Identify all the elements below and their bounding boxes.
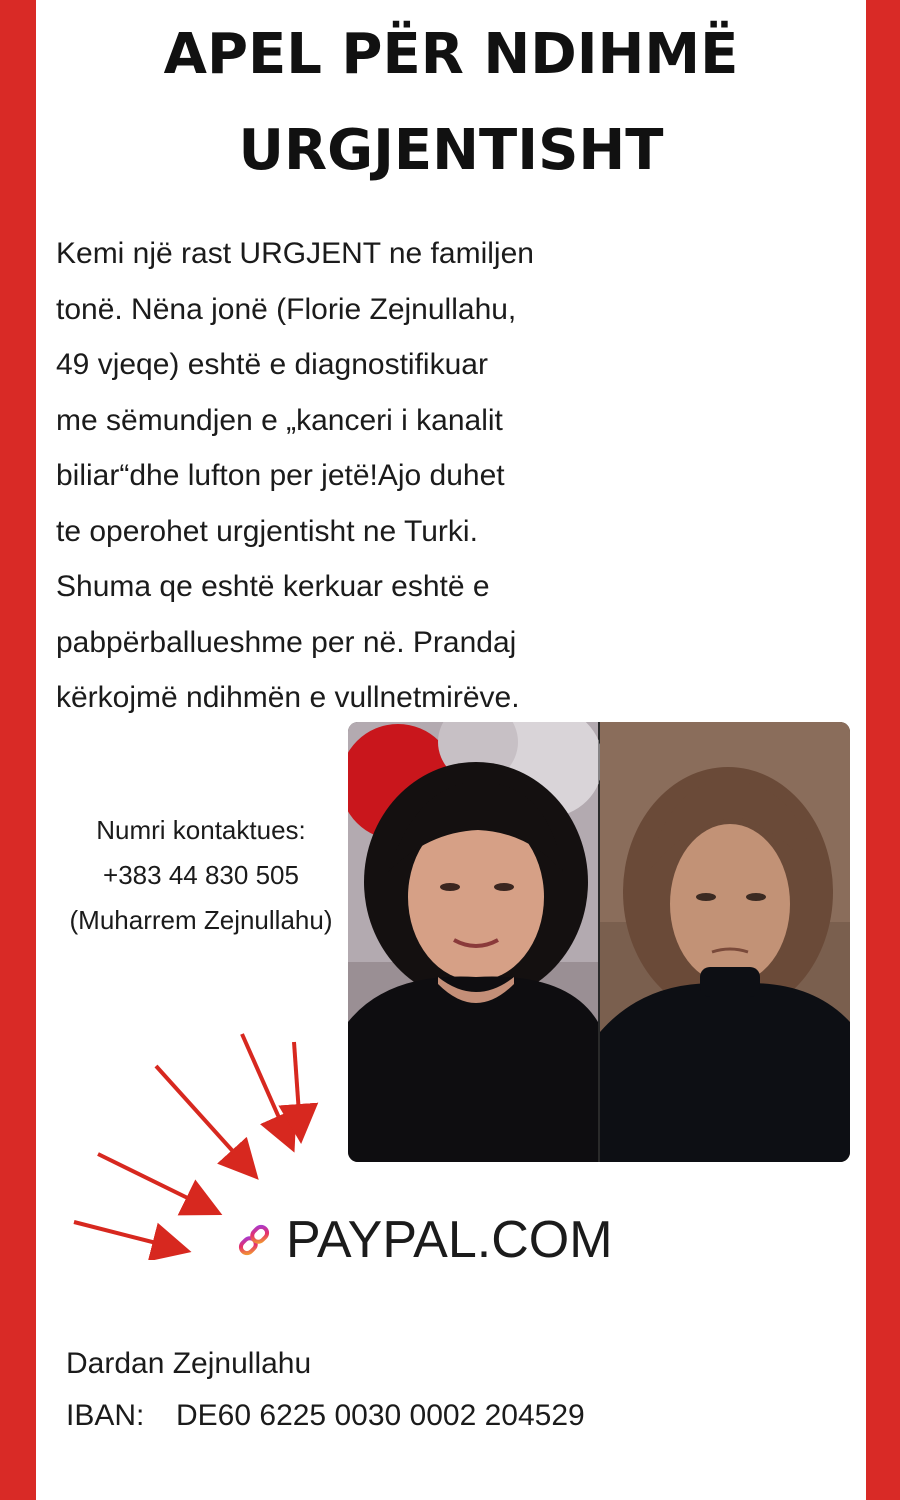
woman-after-portrait <box>600 722 850 1162</box>
body-line: te operohet urgjentisht ne Turki. <box>56 514 478 548</box>
body-line: kërkojmë ndihmën e vullnetmirëve. <box>56 681 520 714</box>
paypal-link[interactable] <box>236 1208 613 1272</box>
arrow-icon <box>156 1066 248 1168</box>
iban-value: DE60 6225 0030 0002 204529 <box>176 1399 585 1432</box>
woman-before-portrait <box>348 722 603 1162</box>
body-line: me sëmundjen e „kanceri i kanalit <box>56 403 503 437</box>
link-icon <box>236 1222 272 1258</box>
contact-name: (Muharrem Zejnullahu) <box>69 905 333 935</box>
account-holder-name: Dardan Zejnullahu <box>66 1347 312 1380</box>
iban-row <box>66 1390 585 1442</box>
arrow-icon <box>74 1222 176 1248</box>
payment-details <box>66 1338 585 1442</box>
body-line: 49 vjeqe) eshtë e diagnostifikuar <box>56 348 488 381</box>
arrow-icon <box>98 1154 208 1208</box>
contact-block <box>46 808 356 943</box>
body-line: biliar“dhe lufton per jetë!Ajo duhet <box>56 459 505 492</box>
contact-label: Numri kontaktues: <box>96 815 306 845</box>
body-line: Shuma qe eshtë kerkuar eshtë e <box>56 570 490 603</box>
photo-collage <box>348 722 850 1162</box>
title-line-2: URGJENTISHT <box>238 118 664 183</box>
body-line: tonë. Nëna jonë (Florie Zejnullahu, <box>56 292 517 326</box>
title-line-1: APEL PËR NDIHMË <box>163 22 739 87</box>
body-line: Kemi një rast URGJENT ne familjen <box>56 237 534 270</box>
arrow-icon <box>242 1034 288 1138</box>
paypal-link-label[interactable]: PAYPAL.COM <box>286 1211 613 1269</box>
arrow-icon <box>294 1042 300 1128</box>
appeal-card <box>36 0 866 1500</box>
iban-label: IBAN: <box>66 1399 145 1432</box>
appeal-body-text <box>56 226 616 726</box>
contact-phone[interactable]: +383 44 830 505 <box>103 860 299 890</box>
body-line: pabpërballueshme per në. Prandaj <box>56 625 517 659</box>
